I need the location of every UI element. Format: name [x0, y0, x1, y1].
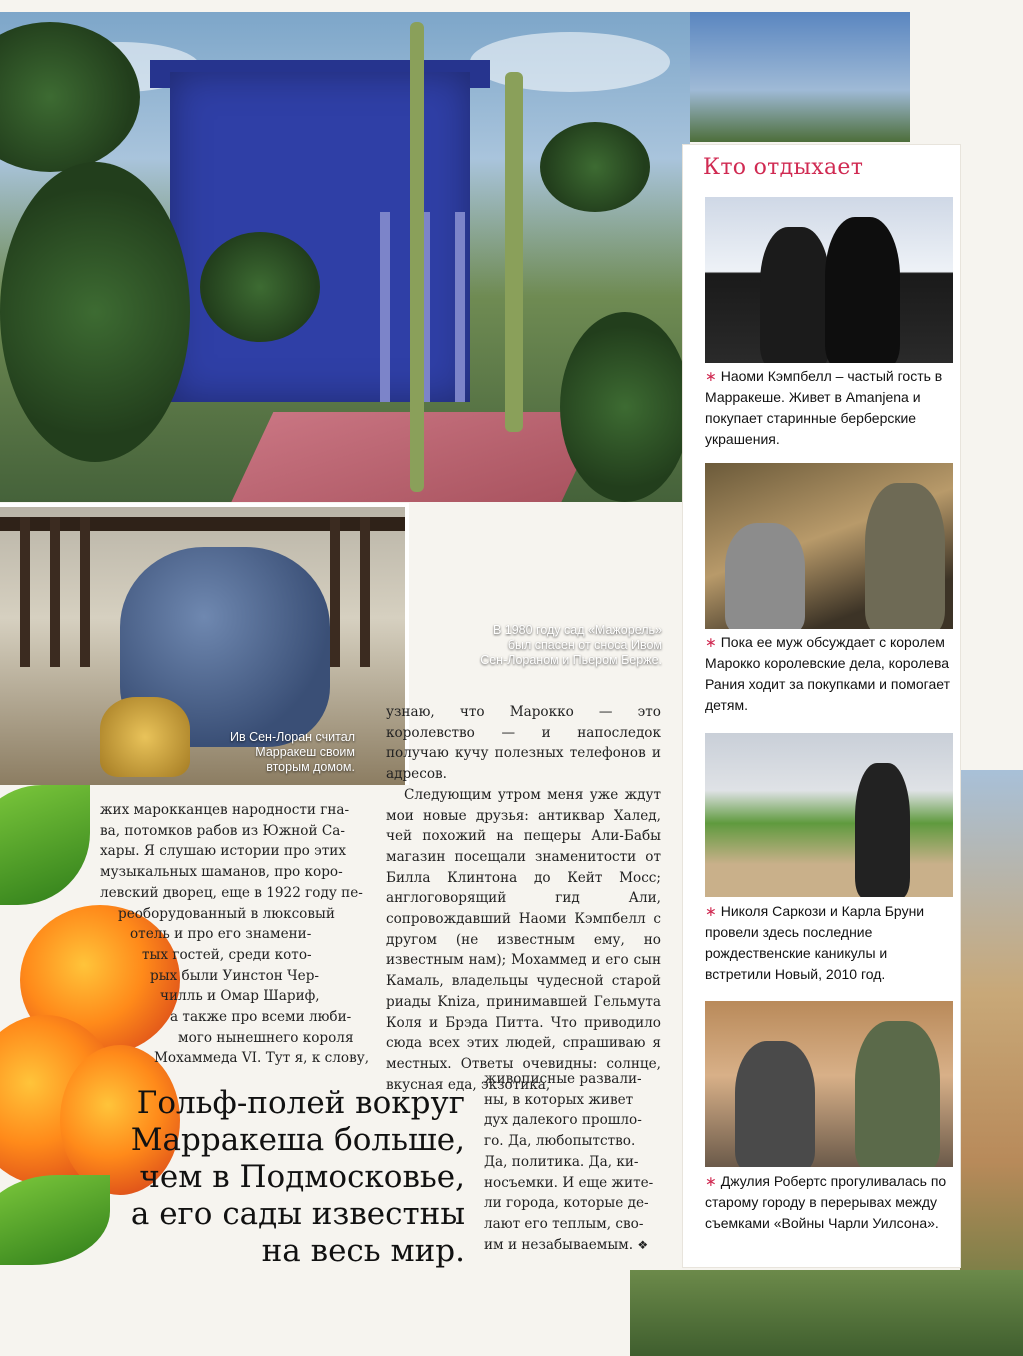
caption-line: был спасен от сноса Ивом [507, 638, 662, 652]
bullet-star-icon: ∗ [705, 903, 717, 919]
julia-roberts-photo [705, 1001, 953, 1167]
person-figure [760, 227, 830, 363]
caption-line: вторым домом. [266, 760, 355, 774]
leaf [0, 1175, 110, 1265]
rail-post [80, 517, 90, 667]
caption-line: Сен-Лораном и Пьером Берже. [480, 653, 662, 667]
text-line: им и незабываемым. [484, 1236, 634, 1253]
text-line: дух далекого прошло- [484, 1112, 642, 1129]
majorelle-garden-photo [0, 12, 690, 502]
sidebar-caption [705, 366, 953, 450]
person-figure [735, 1041, 815, 1167]
text-line: лают его теплым, сво- [484, 1215, 644, 1232]
text-line: чилль и Омар Шариф, [160, 988, 320, 1005]
article-column-middle-end [484, 1069, 661, 1255]
caption-text: Джулия Робертс прогуливалась по старому городу в перерывах между съемками «Войны Чарли Уилсона». [705, 1173, 947, 1231]
pull-quote [100, 1085, 465, 1270]
bullet-star-icon: ∗ [705, 634, 717, 650]
sidebar-caption [705, 1171, 953, 1234]
balcony-rail [0, 517, 405, 531]
naomi-campbell-photo [705, 197, 953, 363]
rail-post [50, 517, 60, 667]
caption-line: Ив Сен-Лоран считал [229, 730, 355, 744]
brass-teapot [100, 697, 190, 777]
text-line: рых были Уинстон Чер- [150, 967, 320, 984]
palm-tree [540, 122, 650, 212]
person-figure [855, 1021, 940, 1167]
rail-post [330, 517, 340, 667]
villa-column [455, 212, 465, 402]
sidebar-caption [705, 632, 953, 716]
text-line: реоборудованный в люксовый [118, 905, 335, 922]
bullet-star-icon: ∗ [705, 1173, 717, 1189]
sarkozy-photo [705, 733, 953, 897]
leaf [0, 785, 90, 905]
caption-line: Марракеш своим [255, 745, 355, 759]
caption-text: Наоми Кэмпбелл – частый гость в Марракеше. Живет в Amanjena и покупает старинные берберские украшения. [705, 368, 943, 447]
rail-post [20, 517, 30, 667]
text-line: мого нынешнего короля [178, 1029, 354, 1046]
text-line: хары. Я слушаю истории про этих [100, 843, 347, 860]
person-figure [855, 763, 910, 897]
caption-line: В 1980 году сад «Мажорель» [492, 623, 662, 637]
cactus-stem [410, 22, 424, 492]
pull-quote-line: Марракеша больше, [130, 1122, 465, 1158]
text-line: жих марокканцев народности гна- [100, 802, 350, 818]
article-column-left [100, 800, 370, 1069]
garden-photo-caption [440, 623, 662, 668]
sidebar-caption [705, 901, 953, 985]
person-figure [725, 523, 805, 629]
cloud [470, 32, 670, 92]
garden-bush [0, 162, 190, 462]
person-figure [865, 483, 945, 629]
text-line: ны, в которых живет [484, 1091, 634, 1108]
ysl-photo-caption [180, 730, 355, 775]
text-line: а также про всеми люби- [170, 1009, 352, 1026]
building-edge-photo [960, 770, 1023, 1330]
queen-rania-photo [705, 463, 953, 629]
villa-column [380, 212, 390, 402]
text-line: ва, потомков рабов из Южной Са- [100, 822, 345, 839]
text-line: Да, политика. Да, ки- [484, 1153, 639, 1170]
bullet-star-icon: ∗ [705, 368, 717, 384]
cactus-stem [505, 72, 523, 432]
text-line: отель и про его знамени- [130, 926, 312, 943]
article-column-middle [386, 702, 661, 1095]
text-line: го. Да, любопытство. [484, 1133, 636, 1150]
paragraph: узнаю, что Марокко — это королевство — и напоследок получаю кучу полезных телефонов и адресов. [386, 704, 661, 783]
garden-bush [560, 312, 690, 502]
text-line: левский дворец, еще в 1922 году пе- [100, 884, 363, 901]
palm-sky-photo [690, 12, 910, 142]
text-line: Мохаммеда VI. Тут я, к слову, [154, 1050, 370, 1067]
sidebar-title: Кто отдыхает [703, 155, 864, 180]
palm-tree [200, 232, 320, 342]
end-of-article-icon: ❖ [637, 1237, 649, 1252]
pull-quote-line: Гольф-полей вокруг [136, 1085, 465, 1121]
text-line: носъемки. И еще жите- [484, 1174, 654, 1191]
caption-text: Николя Саркози и Карла Бруни провели здесь последние рождественские каникулы и встретили Новый, 2010 год. [705, 903, 925, 982]
rail-post [360, 517, 370, 667]
caption-text: Пока ее муж обсуждает с королем Марокко королевские дела, королева Рания ходит за покупками и помогает детям. [705, 634, 950, 713]
text-line: тых гостей, среди кото- [142, 946, 312, 963]
person-figure [825, 217, 900, 363]
text-line: живописные развали- [484, 1071, 642, 1087]
text-line: музыкальных шаманов, про коро- [100, 864, 343, 881]
pull-quote-line: на весь мир. [261, 1233, 465, 1269]
paragraph: Следующим утром меня уже ждут мои новые друзья: антиквар Халед, чей похожий на пещеры Али-Бабы магазин посещали знаменитости от Билла Клинтона до Кейт Мосс; англоговорящий гид Али, сопровождавший Наоми Кэмпбелл с другом (не известным ему, но известным нам); Мохаммед и его сын Камаль, владельцы чудесной старой риады Kniza, принимавшей Гельмута Коля и Брэда Питта. Что приводило сюда всех этих людей, спрашиваю я местных. Ответы очевидны: солнце, вкусная еда, экзотика, [386, 786, 661, 1093]
pull-quote-line: чем в Подмосковье, [139, 1159, 465, 1195]
pull-quote-line: а его сады известны [130, 1196, 465, 1232]
text-line: ли города, которые де- [484, 1195, 649, 1212]
garden-bottom-photo [630, 1270, 1023, 1356]
who-vacations-sidebar [683, 145, 960, 1267]
